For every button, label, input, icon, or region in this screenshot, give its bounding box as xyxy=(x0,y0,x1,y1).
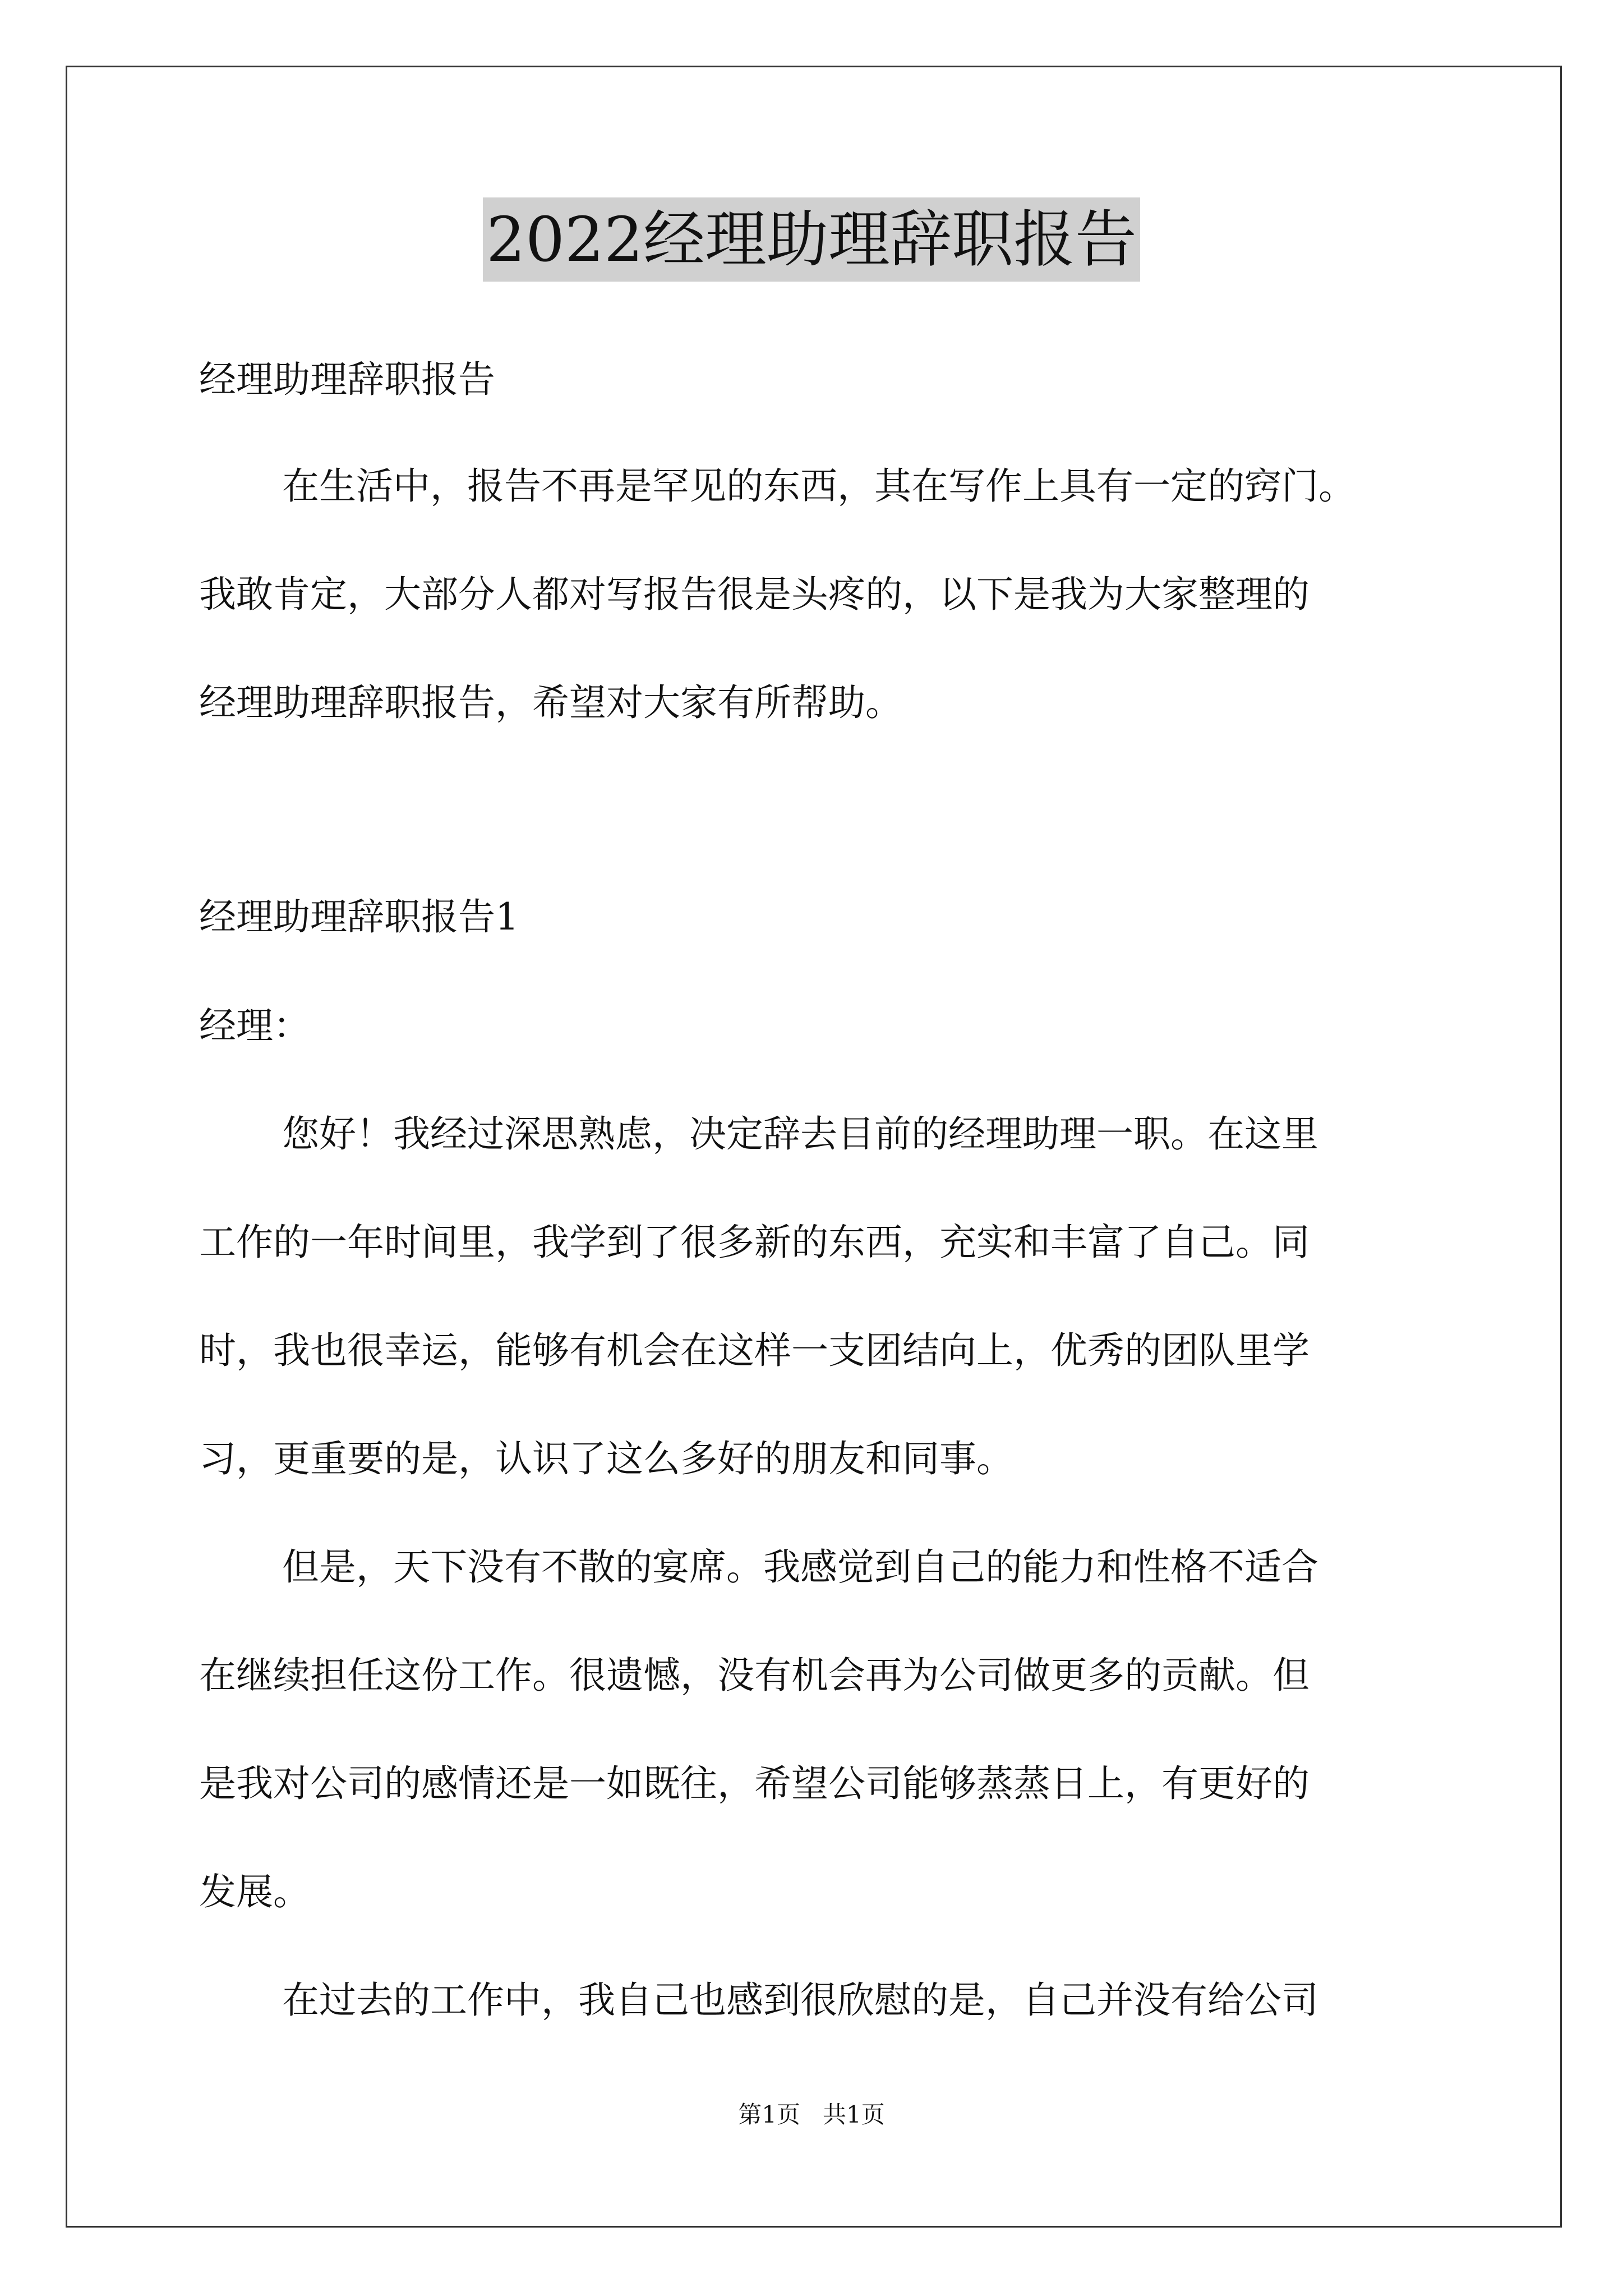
paragraph-line: 但是，天下没有不散的宴席。我感觉到自己的能力和性格不适合 xyxy=(282,1545,1318,1589)
section-heading: 经理助理辞职报告1 xyxy=(199,895,519,938)
paragraph-line: 发展。 xyxy=(199,1870,310,1913)
subtitle: 经理助理辞职报告 xyxy=(199,358,495,401)
paragraph-line: 习，更重要的是，认识了这么多好的朋友和同事。 xyxy=(199,1437,1013,1480)
paragraph-line: 工作的一年时间里，我学到了很多新的东西，充实和丰富了自己。同 xyxy=(199,1221,1310,1264)
intro-line: 我敢肯定，大部分人都对写报告很是头疼的，以下是我为大家整理的 xyxy=(199,573,1310,616)
page-footer: 第1页 共1页 xyxy=(738,2101,885,2128)
paragraph-line: 在过去的工作中，我自己也感到很欣慰的是，自己并没有给公司 xyxy=(282,1978,1318,2022)
document-title xyxy=(0,197,1623,282)
paragraph-line: 在继续担任这份工作。很遗憾，没有机会再为公司做更多的贡献。但 xyxy=(199,1654,1310,1697)
salutation: 经理： xyxy=(199,1004,310,1047)
intro-line: 在生活中，报告不再是罕见的东西，其在写作上具有一定的窍门。 xyxy=(282,464,1355,508)
paragraph-line: 您好！我经过深思熟虑，决定辞去目前的经理助理一职。在这里 xyxy=(282,1112,1318,1156)
paragraph-line: 是我对公司的感情还是一如既往，希望公司能够蒸蒸日上，有更好的 xyxy=(199,1762,1310,1805)
document-title-text: 2022经理助理辞职报告 xyxy=(483,197,1140,282)
intro-line: 经理助理辞职报告，希望对大家有所帮助。 xyxy=(199,681,902,724)
paragraph-line: 时，我也很幸运，能够有机会在这样一支团结向上，优秀的团队里学 xyxy=(199,1329,1310,1372)
